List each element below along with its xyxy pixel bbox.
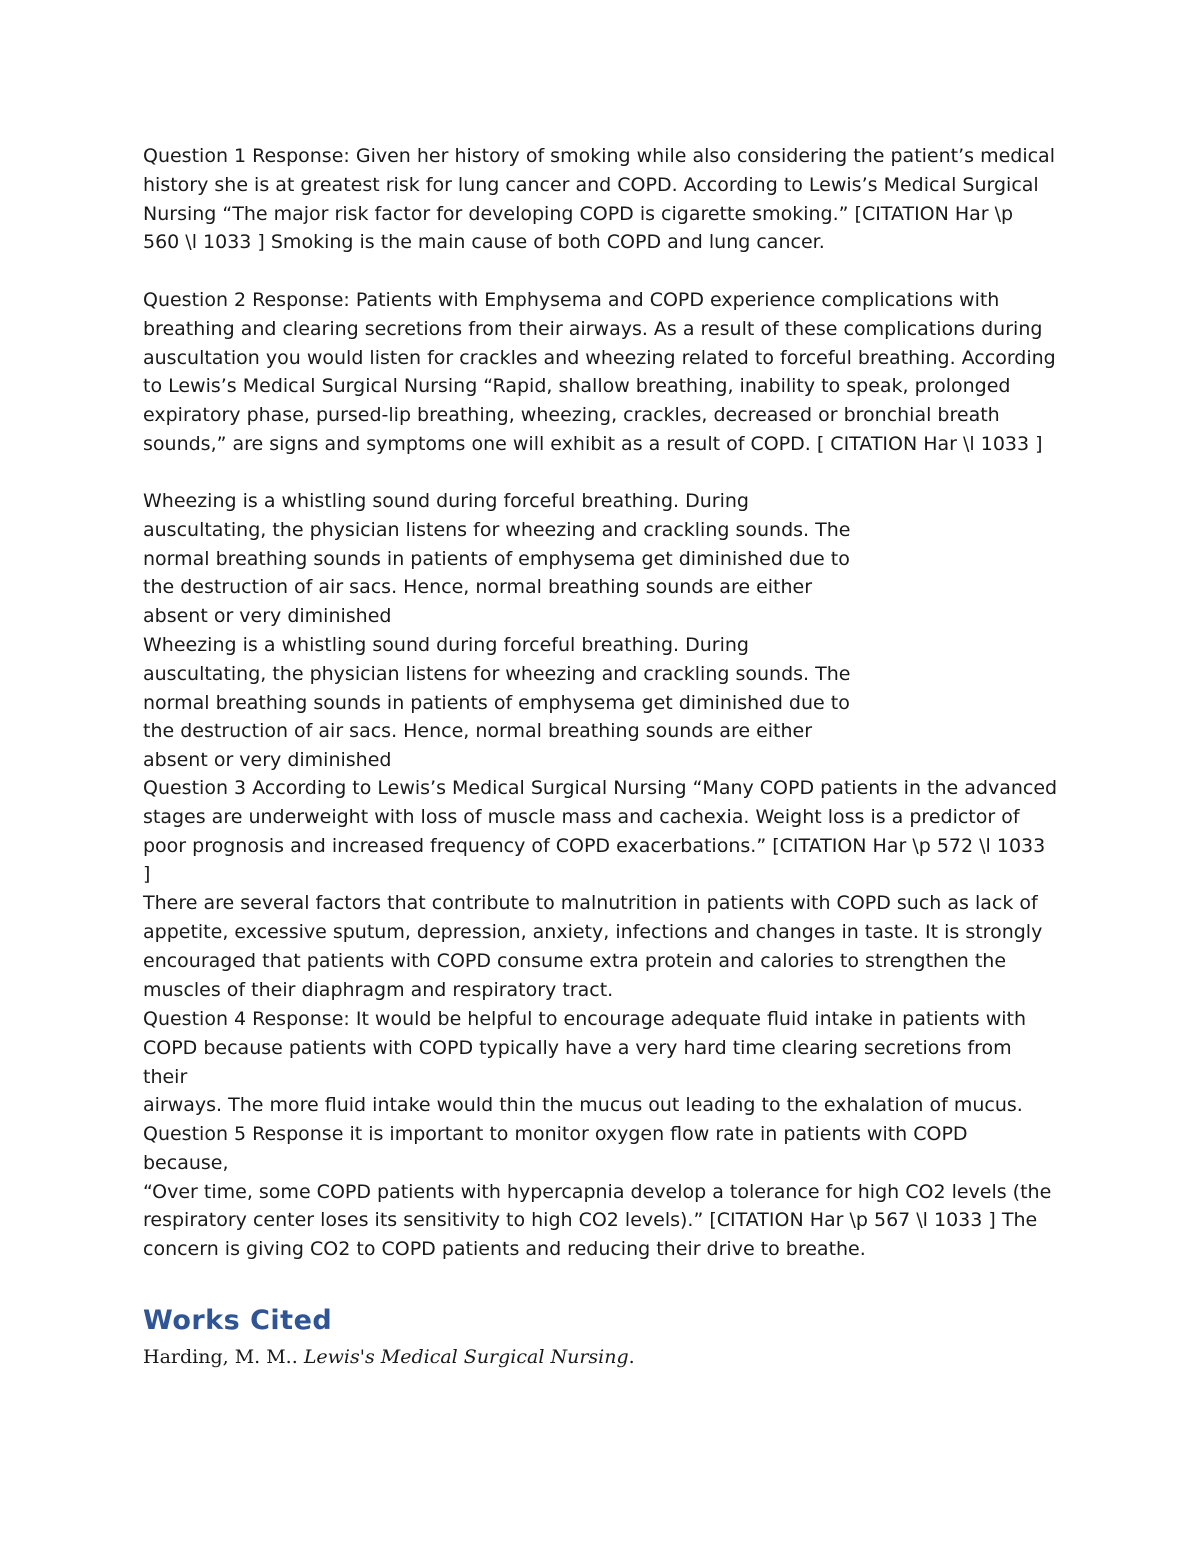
citation-title: Lewis's Medical Surgical Nursing	[303, 1346, 629, 1368]
citation-end: .	[628, 1346, 635, 1368]
citation-author: Harding, M. M..	[143, 1346, 304, 1368]
works-cited-heading: Works Cited	[143, 1305, 333, 1336]
question-2-response: Question 2 Response: Patients with Emphysema and COPD experience complications with breathing and clearing secretions from their airways. As a result of these complications during auscultation you would listen for crackles and wheezing related to forceful breathing. According to Lewis’s Medical Surgical Nursing “Rapid, shallow breathing, inability to speak, prolonged expiratory phase, pursed-lip breathing, wheezing, crackles, decreased or bronchial breath sounds,” are signs and symptoms one will exhibit as a result of COPD. [ CITATION Har \l 1033 ]	[143, 289, 1056, 455]
wheezing-paragraph-2: Wheezing is a whistling sound during forceful breathing. During auscultating, the physician listens for wheezing and crackling sounds. The normal breathing sounds in patients of emphysema get diminished due to the destruction of air sacs. Hence, normal breathing sounds are either absent or very diminished	[143, 634, 851, 772]
question-5-response: Question 5 Response it is important to monitor oxygen flow rate in patients with COPD because, “Over time, some COPD patients with hypercapnia develop a tolerance for high CO2 levels (the respiratory center loses its sensitivity to high CO2 levels).” [CITATION Har \p 567 \l 1033 ] The concern is giving CO2 to COPD patients and reducing their drive to breathe.	[143, 1123, 1052, 1261]
question-1-response: Question 1 Response: Given her history of smoking while also considering the patient’s medical history she is at greatest risk for lung cancer and COPD. According to Lewis’s Medical Surgical Nursing “The major risk factor for developing COPD is cigarette smoking.” [CITATION Har \p 560 \l 1033 ] Smoking is the main cause of both COPD and lung cancer.	[143, 145, 1055, 254]
question-3-response: Question 3 According to Lewis’s Medical Surgical Nursing “Many COPD patients in the advanced stages are underweight with loss of muscle mass and cachexia. Weight loss is a predictor of poor prognosis and increased frequency of COPD exacerbations.” [CITATION Har \p 572 \l 1033 ] There are several factors that contribute to malnutrition in patients with COPD such as lack of appetite, excessive sputum, depression, anxiety, infections and changes in taste. It is strongly encouraged that patients with COPD consume extra protein and calories to strengthen the muscles of their diaphragm and respiratory tract.	[143, 777, 1058, 1001]
wheezing-paragraph-1: Wheezing is a whistling sound during forceful breathing. During auscultating, the physician listens for wheezing and crackling sounds. The normal breathing sounds in patients of emphysema get diminished due to the destruction of air sacs. Hence, normal breathing sounds are either absent or very diminished	[143, 490, 851, 628]
works-cited-entry	[143, 1343, 635, 1371]
question-4-response: Question 4 Response: It would be helpful to encourage adequate fluid intake in patients with COPD because patients with COPD typically have a very hard time clearing secretions from their airways. The more fluid intake would thin the mucus out leading to the exhalation of mucus.	[143, 1008, 1027, 1117]
